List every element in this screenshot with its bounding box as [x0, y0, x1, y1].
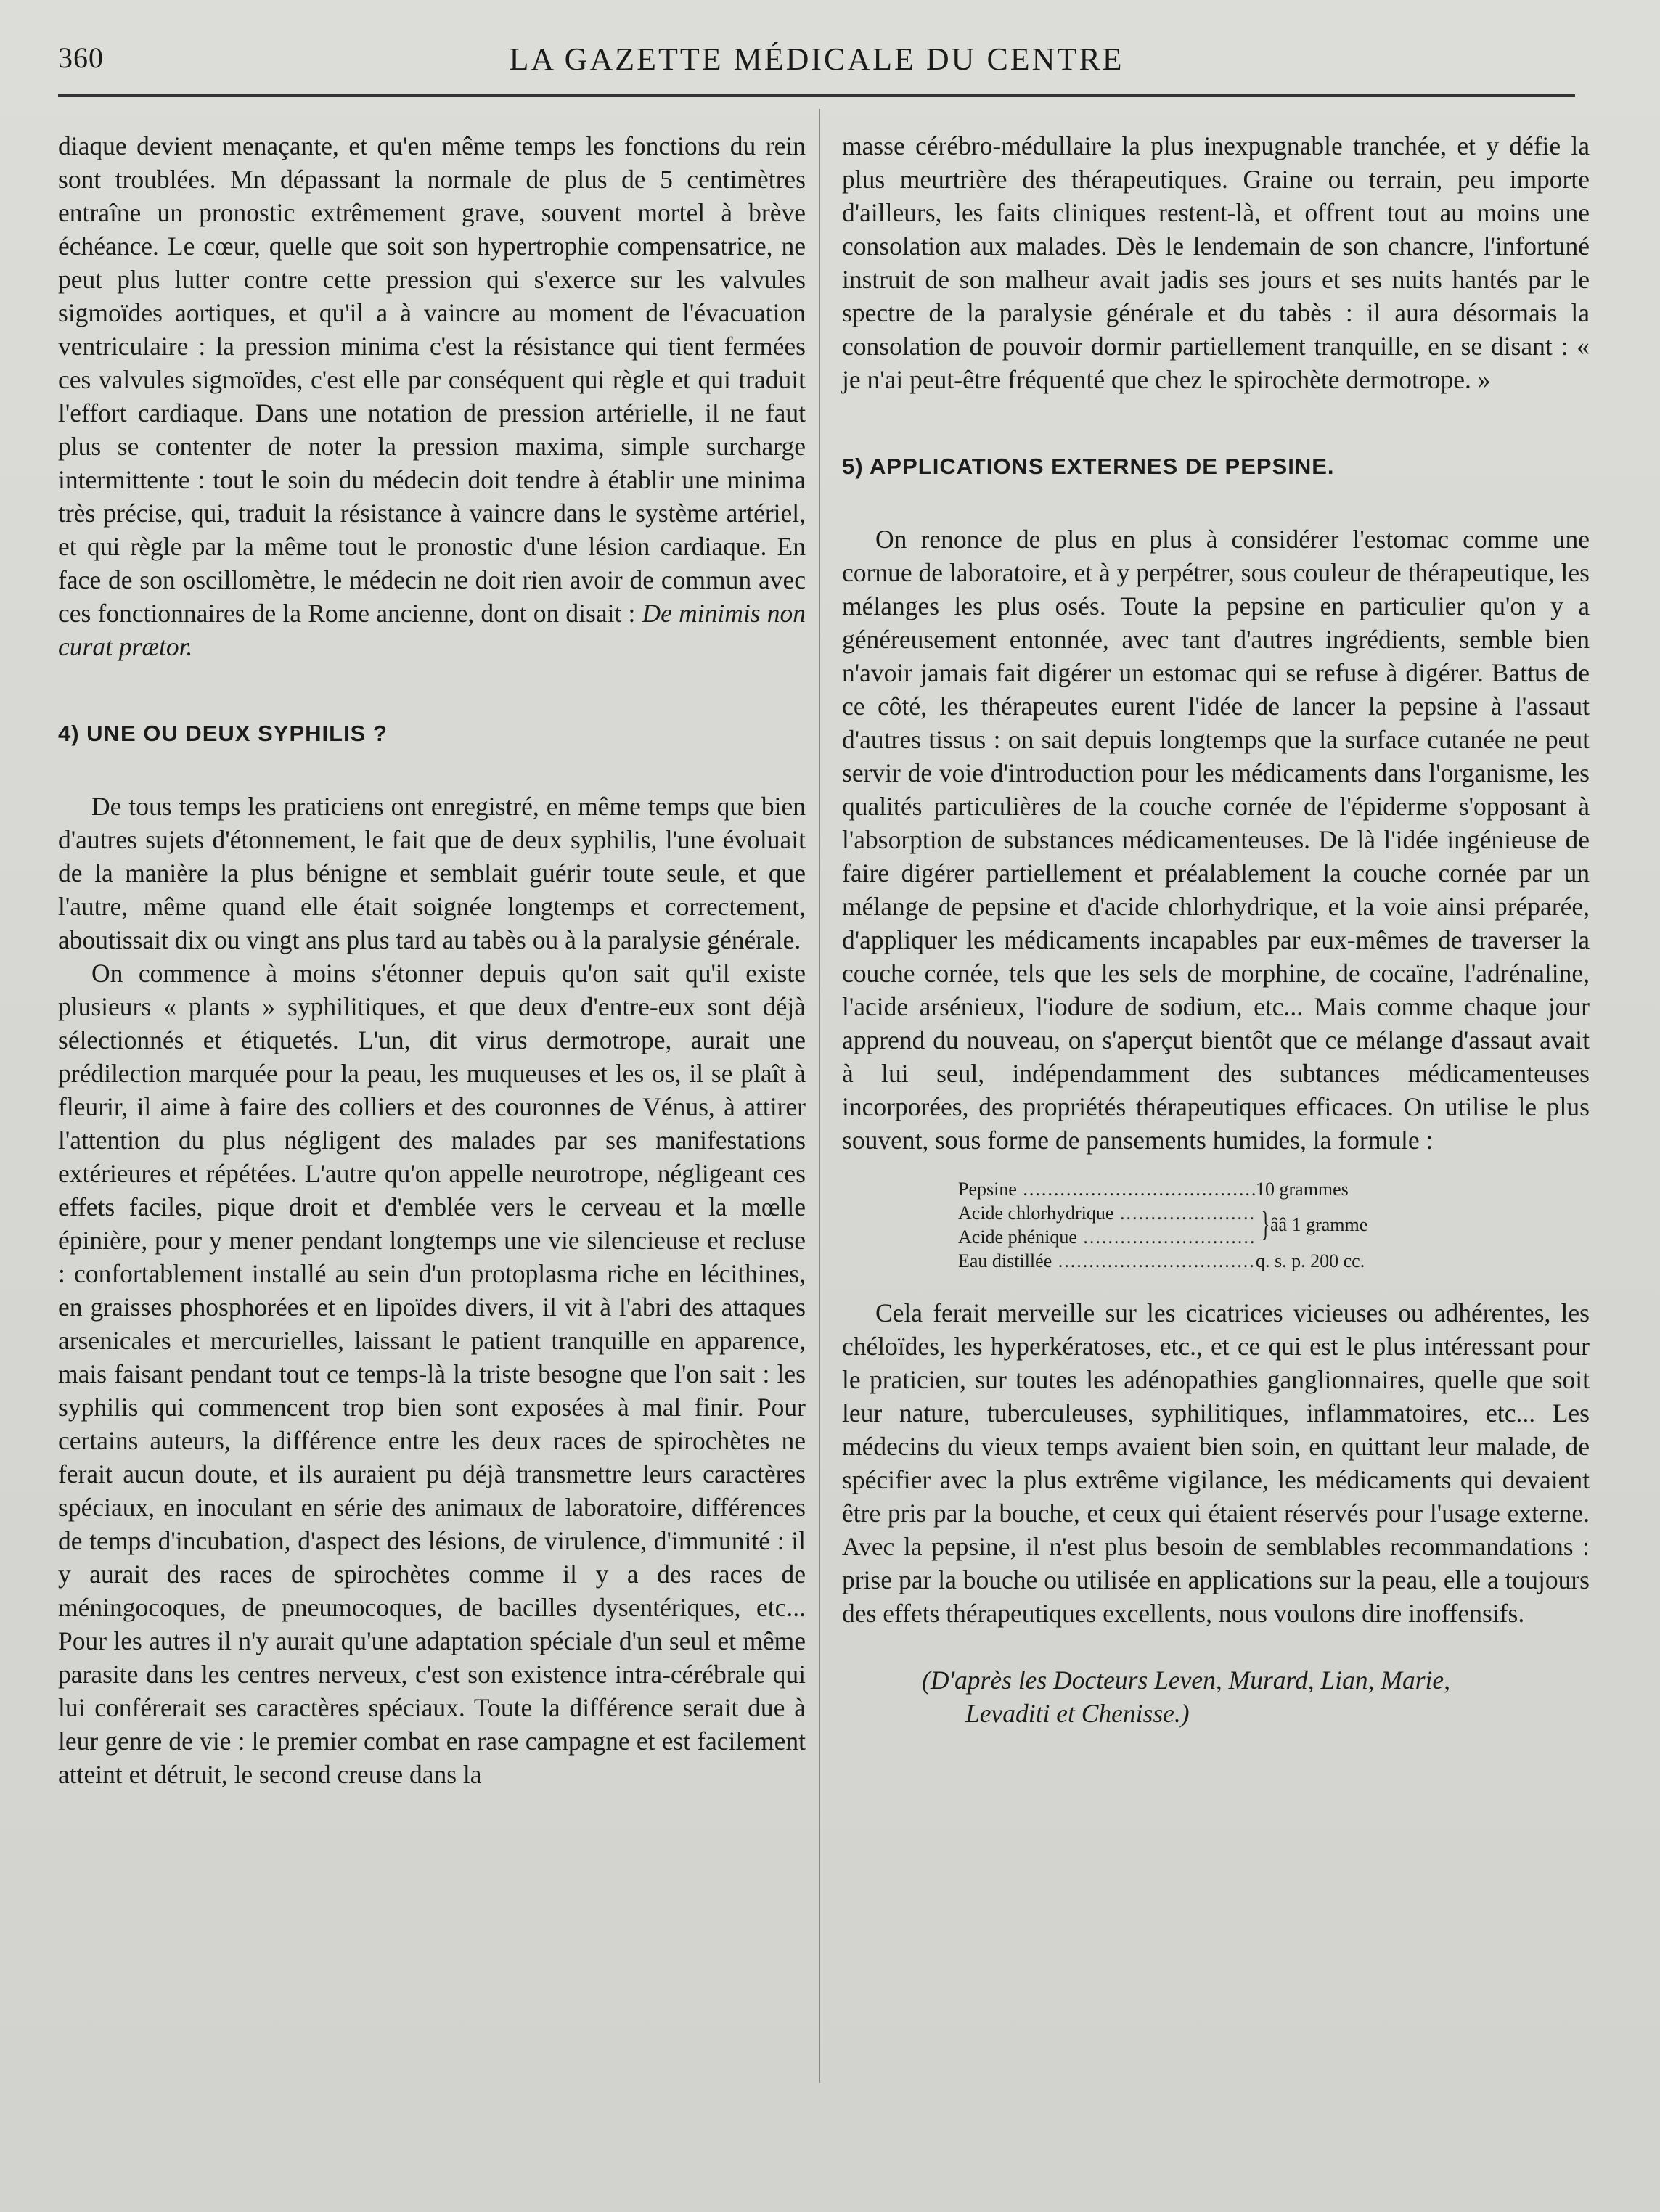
- attribution: [842, 1663, 1590, 1730]
- paragraph-pressure-text: diaque devient menaçante, et qu'en même temps les fonctions du rein sont troublées. Mn dépassant la normale de plus de 5 centimètres entraîne un pronostic extrêmement grave, souvent mortel à brève échéance. Le cœur, quelle que soit son hypertrophie compensatrice, ne peut plus lutter contre cette pression qui s'exerce sur les valvules sigmoïdes aortiques, et qu'il a à vaincre au moment de l'évacuation ventriculaire : la pression minima c'est la résistance qui tient fermées ces valvules sigmoïdes, c'est elle par conséquent qui règle et qui traduit l'effort cardiaque. Dans une notation de pression artérielle, il ne faut plus se contenter de noter la pression maxima, simple surcharge intermittente : tout le soin du médecin doit tendre à établir une minima très précise, qui, traduit la résistance à vaincre dans le système artériel, et qui règle par la même tout le pronostic d'une lésion cardiaque. En face de son oscillomètre, le médecin ne doit rien avoir de commun avec ces fonctionnaires de la Rome ancienne, dont on disait :: [58, 131, 806, 628]
- page-number: 360: [58, 41, 104, 74]
- paragraph-syphilis-1: De tous temps les praticiens ont enregistré, en même temps que bien d'autres sujets d'étonnement, le fait que de deux syphilis, l'une évoluait de la manière la plus bénigne et semblait guérir toute seule, et que l'autre, même quand elle était soignée longtemps et correctement, aboutissait dix ou vingt ans plus tard au tabès ou à la paralysie générale.: [58, 792, 806, 954]
- formula-table: [958, 1177, 1430, 1273]
- formula-ingredient: Acide chlorhydrique .....: [958, 1201, 1256, 1225]
- column-divider: [819, 109, 820, 2083]
- paragraph-pepsine-1: On renonce de plus en plus à considérer l'estomac comme une cornue de laboratoire, et à y perpétrer, sous couleur de thérapeutique, les mélanges les plus osés. Toute la pepsine en particulier qu'on y a généreusement entonnée, avec tant d'autres ingrédients, semble bien n'avoir jamais fait digérer un estomac qui se refuse à digérer. Battus de ce côté, les thérapeutes eurent l'idée de lancer la pepsine à l'assaut d'autres tissus : on sait depuis longtemps que la surface cutanée ne peut servir de voie d'introduction pour les médicaments dans l'organisme, les qualités particulières de la couche cornée de l'épiderme s'opposant à l'absorption de substances médicamenteuses. De là l'idée ingénieuse de faire digérer partiellement et préalablement la couche cornée par un mélange de pepsine et d'acide chlorhydrique, et la voie ainsi préparée, d'appliquer les médicaments incapables par eux-mêmes de traverser la couche cornée, tels que les sels de morphine, de cocaïne, l'adrénaline, l'acide arsénieux, l'iodure de sodium, etc... Mais comme chaque jour apprend du nouveau, on s'aperçut bientôt que ce mélange d'assaut avait à lui seul, indépendamment des subtances médicamenteuses incorporées, des propriétés thérapeutiques efficaces. On utilise le plus souvent, sous forme de pansements humides, la formule :: [842, 525, 1590, 1155]
- formula-quantity: 10 grammes: [1256, 1179, 1349, 1200]
- right-column: [842, 129, 1590, 1730]
- formula-ingredient: Pepsine .....: [958, 1177, 1256, 1201]
- attribution-line-1: (D'après les Docteurs Leven, Murard, Lian, Marie,: [922, 1666, 1451, 1695]
- formula-acids-group: [958, 1201, 1430, 1249]
- attribution-line-2: Levaditi et Chenisse.): [965, 1699, 1190, 1728]
- formula-quantity: ââ 1 gramme: [1270, 1214, 1368, 1235]
- paragraph-pepsine-2: Cela ferait merveille sur les cicatrices vicieuses ou adhérentes, les chéloïdes, les hyperkératoses, etc., et ce qui est le plus intéressant pour le praticien, sur toutes les adénopathies ganglionnaires, quelle que soit leur nature, tuberculeuses, syphilitiques, inflammatoires, etc... Les médecins du vieux temps avaient bien soin, en quittant leur malade, de spécifier avec la plus extrême vigilance, les médicaments qui devaient être pris par la bouche, et ceux qui étaient réservés pour l'usage externe. Avec la pepsine, il n'est plus besoin de semblables recommandations : prise par la bouche ou utilisée en applications sur la peau, elle a toujours des effets thérapeutiques excellents, nous voulons dire inoffensifs.: [842, 1298, 1590, 1628]
- paragraph-syphilis-2: On commence à moins s'étonner depuis qu'on sait qu'il existe plusieurs « plants » syphilitiques, et que deux d'entre-eux sont déjà sélectionnés et étiquetés. L'un, dit virus dermotrope, aurait une prédilection marquée pour la peau, les muqueuses et les os, il se plaît à fleurir, il aime à faire des colliers et des couronnes de Vénus, à attirer l'attention du plus négligent des malades par ses manifestations extérieures et répétées. L'autre qu'on appelle neurotrope, négligeant ces effets faciles, pique droit et d'emblée vers le cerveau et la mœlle épinière, pour y mener pendant longtemps une vie silencieuse et recluse : confortablement installé au sein d'un protoplasma riche en lécithines, en graisses phosphorées et en lipoïdes divers, il vit à l'abri des attaques arsenicales et mercurielles, laissant le patient tranquille en apparence, mais faisant pendant tout ce temps-là la triste besogne que l'on sait : les syphilis qui commencent trop bien sont exposées à mal finir. Pour certains auteurs, la différence entre les deux races de spirochètes ne ferait aucun doute, et ils auraient pu déjà transmettre leurs caractères spéciaux, en inoculant en série des animaux de laboratoire, différences de temps d'incubation, d'aspect des lésions, de virulence, d'immunité : il y aurait des races de spirochètes comme il y a des races de méningocoques, de pneumocoques, de bacilles dysentériques, etc... Pour les autres il n'y aurait qu'une adaptation spéciale d'un seul et même parasite dans les centres nerveux, c'est son existence intra-cérébrale qui lui conférerait ses caractères spéciaux. Toute la différence serait due à leur genre de vie : le premier combat en rase campagne et est facilement atteint et détruit, le second creuse dans la: [58, 959, 806, 1789]
- formula-quantity: q. s. p. 200 cc.: [1256, 1250, 1365, 1271]
- page-header: [58, 41, 1575, 84]
- left-column: [58, 129, 806, 1791]
- formula-row-pepsine: [958, 1177, 1430, 1201]
- latin-quote: De minimis non curat prætor.: [58, 599, 806, 661]
- section-title-pepsine: 5) APPLICATIONS EXTERNES DE PEPSINE.: [842, 454, 1335, 479]
- formula-ingredient: Eau distillée .....: [958, 1249, 1256, 1273]
- formula-ingredient: Acide phénique .....: [958, 1225, 1256, 1249]
- brace-icon: }: [1261, 1205, 1270, 1243]
- formula-row-eau: [958, 1249, 1430, 1273]
- section-title-syphilis: 4) UNE OU DEUX SYPHILIS ?: [58, 721, 388, 746]
- journal-title: LA GAZETTE MÉDICALE DU CENTRE: [509, 41, 1124, 77]
- paragraph-pressure-intro: [58, 129, 806, 663]
- header-rule: [58, 94, 1575, 97]
- paragraph-syphilis-continued: masse cérébro-médullaire la plus inexpugnable tranchée, et y défie la plus meurtrière des thérapeutiques. Graine ou terrain, peu importe d'ailleurs, les faits cliniques restent-là, et offrent tout au moins une consolation aux malades. Dès le lendemain de son chancre, l'infortuné instruit de son malheur avait jadis ses jours et ses nuits hantés par le spectre de la paralysie générale et du tabès : il aura désormais la consolation de pouvoir dormir partiellement tranquille, en se disant : « je n'ai peut-être fréquenté que chez le spirochète dermotrope. »: [842, 131, 1590, 394]
